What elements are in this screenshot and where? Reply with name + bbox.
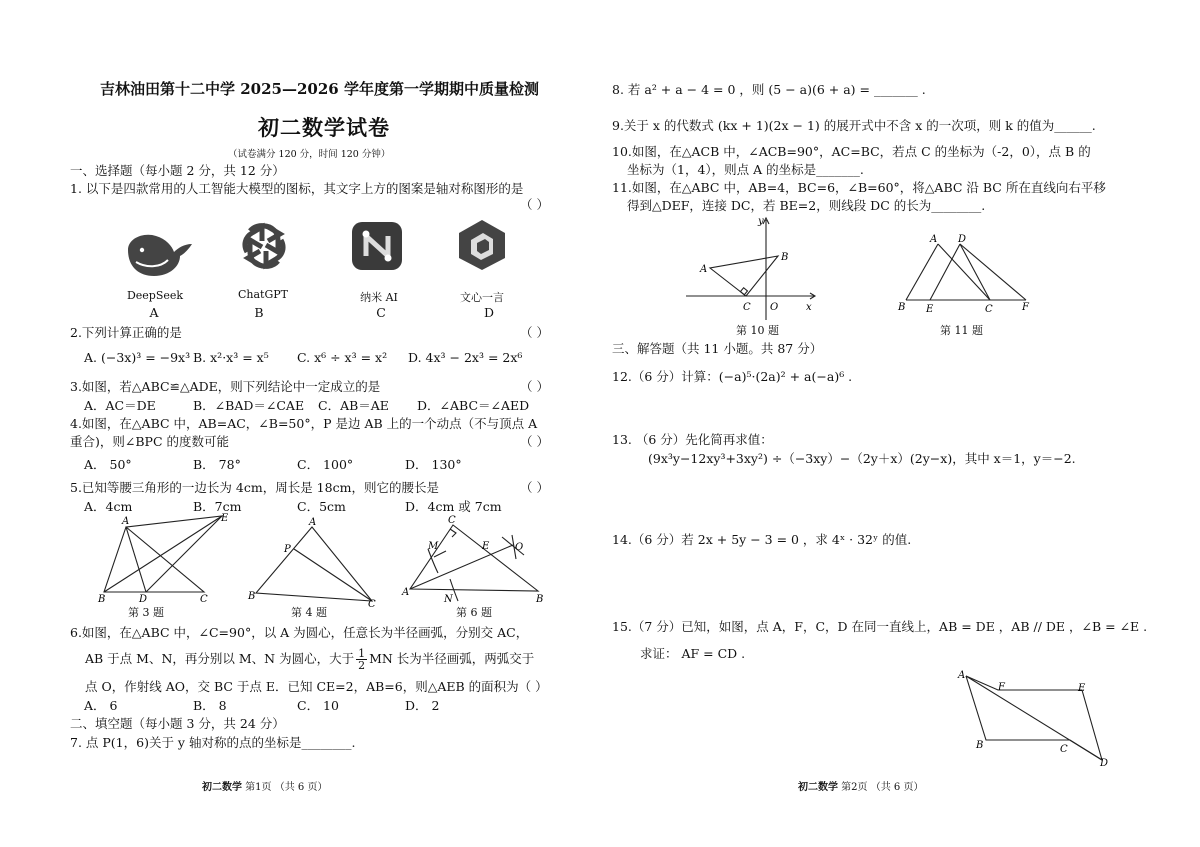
footer-subject: 初二数学 <box>798 782 838 793</box>
svg-text:D: D <box>958 234 967 245</box>
question-3-option-d: D．∠ABC＝∠AED <box>417 398 530 413</box>
svg-text:D: D <box>1100 758 1109 769</box>
question-1-stem: 1. 以下是四款常用的人工智能大模型的图标，其文字上方的图案是轴对称图形的是 <box>70 181 524 196</box>
icon-label-d: 文心一言 <box>460 291 504 304</box>
question-2-option-b: B. x²·x³ = x⁵ <box>193 350 269 365</box>
caption-figure-10: 第 10 题 <box>736 324 779 337</box>
question-10-line1: 10.如图，在△ACB 中，∠ACB=90°，AC=BC，若点 C 的坐标为（-2，0），点 B 的 <box>612 144 1091 159</box>
question-7: 7. 点 P(1，6)关于 y 轴对称的点的坐标是________. <box>70 735 356 750</box>
question-3-option-b: B．∠BAD＝∠CAE <box>193 398 305 413</box>
footer-page-info: 第2页 （共 6 页） <box>838 782 924 793</box>
option-letter-a: A <box>149 305 159 320</box>
question-6-option-b: B． 8 <box>193 698 227 713</box>
question-6-stem-line3: 点 O，作射线 AO，交 BC 于点 E．已知 CE=2，AB=6，则△AEB 的面积为（ ） <box>85 679 548 694</box>
question-4-answer-paren: （ ） <box>520 434 549 449</box>
question-2-option-a: A. (−3x)³ = −9x³ <box>84 350 191 365</box>
figure-question-6 <box>398 515 548 607</box>
svg-text:A: A <box>958 670 966 681</box>
question-4-option-c: C． 100° <box>297 457 354 472</box>
question-6-option-d: D． 2 <box>405 698 440 713</box>
question-5-answer-paren: （ ） <box>520 480 549 495</box>
question-3-option-a: A．AC＝DE <box>84 398 156 413</box>
footer-page-info: 第1页 （共 6 页） <box>242 782 328 793</box>
svg-text:F: F <box>998 682 1005 693</box>
svg-text:C: C <box>985 304 993 315</box>
nami-ai-icon <box>350 220 398 268</box>
question-11-line1: 11.如图，在△ABC 中，AB=4，BC=6，∠B=60°，将△ABC 沿 BC 所在直线向右平移 <box>612 180 1106 195</box>
one-half-fraction <box>356 648 367 671</box>
question-5-option-c: C．5cm <box>297 499 346 514</box>
svg-text:B: B <box>98 594 106 604</box>
icon-label-b: ChatGPT <box>237 288 288 301</box>
question-1-answer-paren: （ ） <box>520 197 549 212</box>
question-3-option-c: C．AB＝AE <box>318 398 389 413</box>
deepseek-whale-icon <box>122 228 170 276</box>
svg-text:E: E <box>221 513 228 524</box>
question-6-option-c: C． 10 <box>297 698 339 713</box>
option-letter-d: D <box>483 305 495 320</box>
footer-subject: 初二数学 <box>202 782 242 793</box>
svg-text:A: A <box>402 587 410 598</box>
question-6-stem-line1: 6.如图，在△ABC 中，∠C=90°，以 A 为圆心，任意长为半径画弧，分别交 AC， <box>70 625 529 640</box>
question-6-option-a: A． 6 <box>84 698 118 713</box>
question-4-option-d: D． 130° <box>405 457 462 472</box>
page-2-footer <box>798 778 923 793</box>
svg-text:E: E <box>1078 683 1086 694</box>
question-3-stem: 3.如图，若△ABC≌△ADE，则下列结论中一定成立的是 <box>70 379 381 394</box>
caption-figure-6: 第 6 题 <box>456 606 492 619</box>
svg-text:B: B <box>781 252 789 263</box>
question-2-option-d: D. 4x³ − 2x³ = 2x⁶ <box>408 350 523 365</box>
option-letter-c: C <box>376 305 386 320</box>
question-14: 14.（6 分）若 2x + 5y − 3 = 0 ，求 4ˣ · 32ʸ 的值. <box>612 532 912 547</box>
figure-question-11 <box>896 230 1036 318</box>
question-13-line2: (9x³y−12xy³+3xy²) ÷（−3xy）−（2y＋x）(2y−x)，其中 x＝1，y＝−2. <box>648 451 1076 466</box>
exam-note: （试卷满分 120 分，时间 120 分钟） <box>228 149 391 160</box>
svg-text:P: P <box>284 544 291 555</box>
svg-text:B: B <box>248 591 256 602</box>
question-8: 8. 若 a² + a − 4 = 0 ，则 (5 − a)(6 + a) = _______ . <box>612 82 926 97</box>
svg-text:C: C <box>200 594 208 604</box>
section-choice-heading: 一、选择题（每小题 2 分，共 12 分） <box>70 163 285 178</box>
figure-question-15 <box>952 666 1122 770</box>
figure-question-3 <box>92 512 228 604</box>
svg-text:A: A <box>309 517 317 528</box>
svg-text:A: A <box>122 516 130 527</box>
svg-text:x: x <box>806 302 812 313</box>
question-15-line1: 15.（7 分）已知，如图，点 A，F，C，D 在同一直线上，AB = DE ，AB // DE ，∠B = ∠E . <box>612 619 1148 634</box>
question-6-line2-part2: MN 长为半径画弧，两弧交于 <box>369 651 535 666</box>
svg-text:B: B <box>536 594 544 605</box>
question-5-option-a: A．4cm <box>84 499 133 514</box>
svg-text:B: B <box>898 302 906 313</box>
question-5-stem: 5.已知等腰三角形的一边长为 4cm，周长是 18cm，则它的腰长是 <box>70 480 439 495</box>
question-11-line2: 得到△DEF，连接 DC，若 BE=2，则线段 DC 的长为________. <box>627 198 986 213</box>
exam-page-2 <box>600 0 1200 847</box>
svg-text:E: E <box>482 541 490 552</box>
question-9: 9.关于 x 的代数式 (kx + 1)(2x − 1) 的展开式中不含 x 的一次项，则 k 的值为______. <box>612 118 1096 133</box>
question-2-stem: 2.下列计算正确的是 <box>70 325 182 340</box>
svg-text:B: B <box>976 740 984 751</box>
svg-text:C: C <box>1060 744 1068 755</box>
fraction-numerator: 1 <box>358 647 366 660</box>
question-2-option-c: C. x⁶ ÷ x³ = x² <box>297 350 388 365</box>
question-3-answer-paren: （ ） <box>520 379 549 394</box>
svg-text:C: C <box>743 302 751 313</box>
svg-text:M: M <box>428 541 439 552</box>
svg-text:A: A <box>930 234 938 245</box>
page-1-footer <box>202 778 327 793</box>
caption-figure-4: 第 4 题 <box>291 606 327 619</box>
question-4-stem-line1: 4.如图，在△ABC 中，AB=AC，∠B=50°，P 是边 AB 上的一个动点（不与顶点 A <box>70 416 538 431</box>
wenxin-yiyan-icon <box>455 218 503 266</box>
svg-text:C: C <box>448 515 456 526</box>
question-2-answer-paren: （ ） <box>520 325 549 340</box>
caption-figure-3: 第 3 题 <box>128 606 164 619</box>
svg-text:C: C <box>368 599 376 607</box>
svg-text:N: N <box>444 594 453 605</box>
fraction-denominator: 2 <box>358 659 366 672</box>
icon-label-c: 纳米 AI <box>360 291 398 304</box>
question-5-option-d: D．4cm 或 7cm <box>405 499 502 514</box>
question-12: 12.（6 分）计算：(−a)⁵·(2a)² + a(−a)⁶ . <box>612 369 853 384</box>
figure-question-4 <box>244 515 379 607</box>
svg-text:O: O <box>515 542 524 553</box>
svg-text:y: y <box>758 216 764 227</box>
question-4-option-b: B． 78° <box>193 457 241 472</box>
svg-text:E: E <box>926 304 934 315</box>
option-letter-b: B <box>254 305 264 320</box>
svg-text:D: D <box>139 594 148 604</box>
svg-text:F: F <box>1022 302 1029 313</box>
chatgpt-knot-icon <box>238 220 286 268</box>
question-13-line1: 13. （6 分）先化简再求值： <box>612 432 773 447</box>
question-10-line2: 坐标为（1，4），则点 A 的坐标是_______. <box>627 162 864 177</box>
question-4-stem-line2: 重合)，则∠BPC 的度数可能 <box>70 434 229 449</box>
question-4-option-a: A． 50° <box>84 457 132 472</box>
exam-subtitle: 初二数学试卷 <box>258 115 390 140</box>
section-fill-heading: 二、填空题（每小题 3 分，共 24 分） <box>70 716 285 731</box>
caption-figure-11: 第 11 题 <box>940 324 983 337</box>
exam-title: 吉林油田第十二中学 2025—2026 学年度第一学期期中质量检测 <box>100 80 539 98</box>
svg-text:O: O <box>770 302 779 313</box>
question-6-stem-line2 <box>85 648 534 671</box>
svg-text:A: A <box>700 264 708 275</box>
question-15-line2: 求证： AF = CD . <box>640 646 746 661</box>
question-6-line2-part1: AB 于点 M、N，再分别以 M、N 为圆心，大于 <box>85 651 355 666</box>
section-solve-heading: 三、解答题（共 11 小题。共 87 分） <box>612 341 823 356</box>
icon-label-a: DeepSeek <box>126 289 184 302</box>
figure-question-10 <box>682 212 822 324</box>
question-5-option-b: B．7cm <box>193 499 242 514</box>
